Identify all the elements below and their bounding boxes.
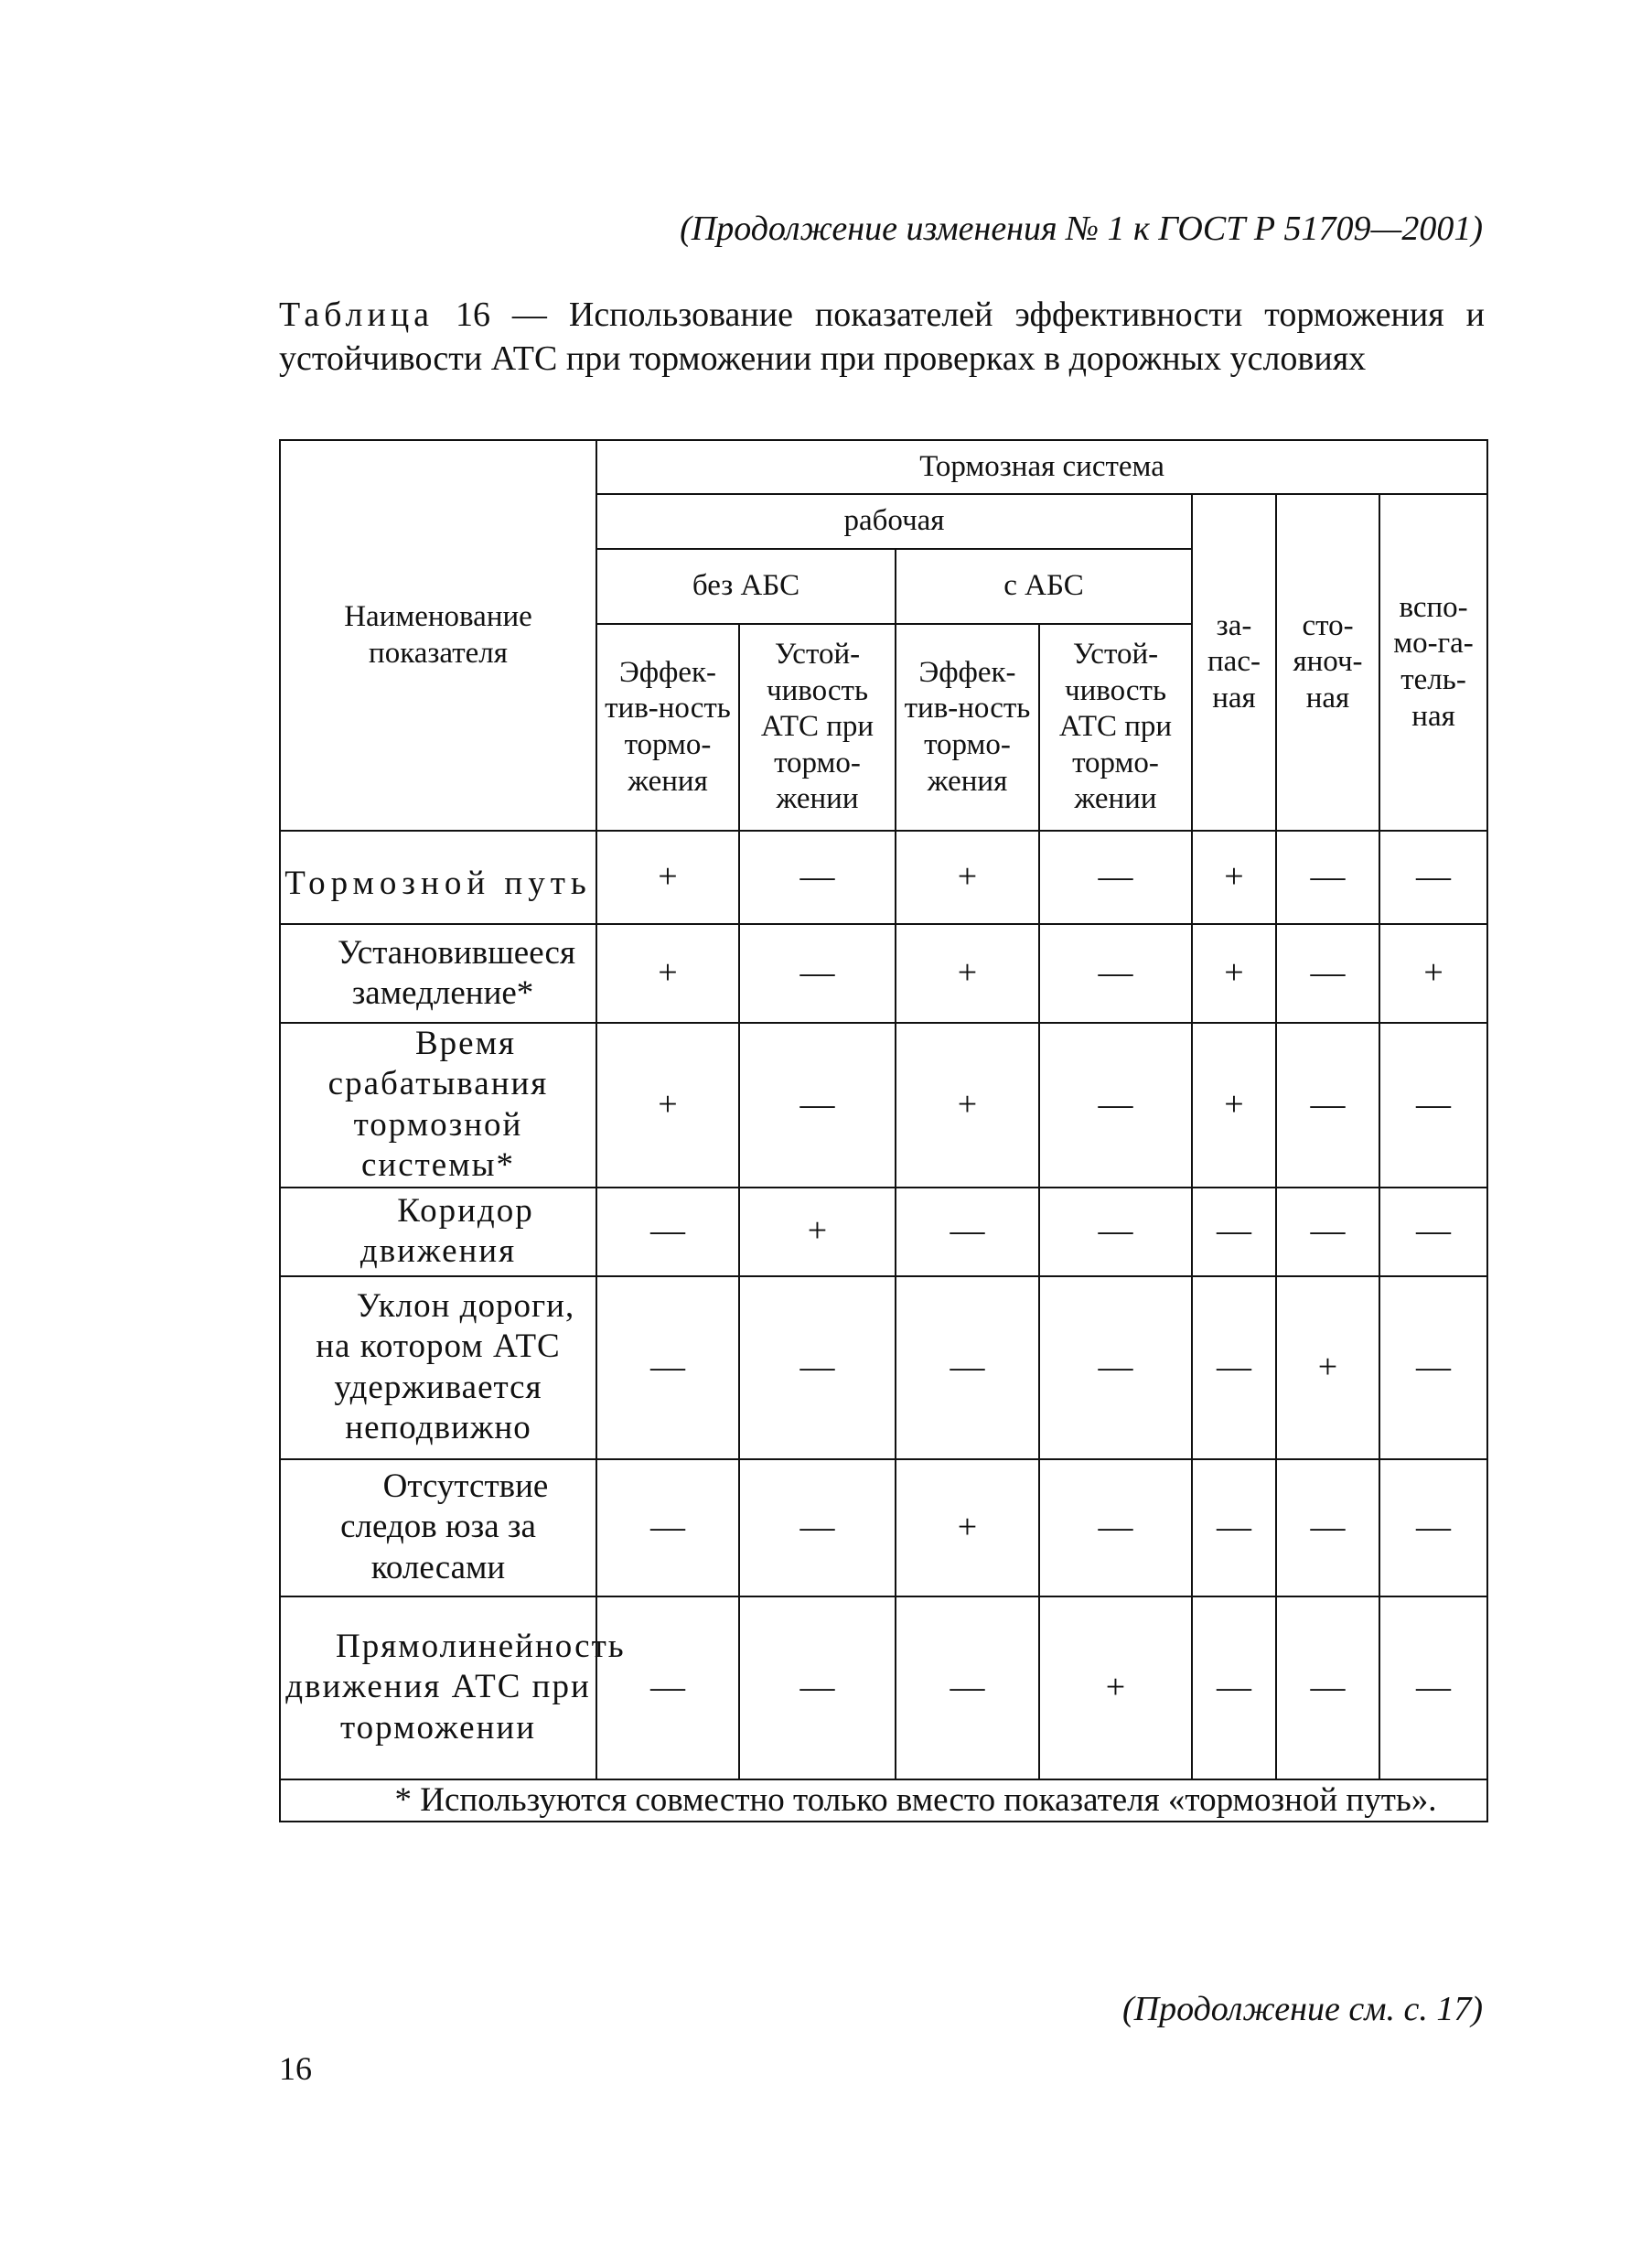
mark-cell: —	[596, 1276, 739, 1459]
mark-cell: —	[1379, 1023, 1487, 1188]
header-no-abs: без АБС	[596, 549, 896, 624]
mark-cell: —	[739, 1596, 896, 1779]
table-row	[280, 1596, 1487, 1779]
row-parameter-name: Время срабатывания тормозной системы*	[280, 1023, 596, 1188]
mark-cell: —	[1039, 1188, 1192, 1276]
table-row	[280, 924, 1487, 1023]
mark-cell: +	[596, 1023, 739, 1188]
mark-cell: +	[896, 924, 1039, 1023]
header-stability-with-abs: Устой-чивость АТС при тормо-жении	[1039, 624, 1192, 831]
continuation-header: (Продолжение изменения № 1 к ГОСТ Р 51709—2001)	[680, 210, 1483, 248]
mark-cell: —	[739, 1276, 896, 1459]
mark-cell: —	[1039, 924, 1192, 1023]
mark-cell: —	[596, 1596, 739, 1779]
mark-cell: +	[1379, 924, 1487, 1023]
row-parameter-name: Тормозной путь	[280, 831, 596, 924]
row-parameter-name: Коридор движения	[280, 1188, 596, 1276]
mark-cell: —	[1039, 1023, 1192, 1188]
header-with-abs: с АБС	[896, 549, 1192, 624]
row-parameter-name: Установившееся замедление*	[280, 924, 596, 1023]
header-brake-system: Тормозная система	[596, 440, 1487, 494]
mark-cell: +	[1192, 831, 1276, 924]
header-stability-no-abs: Устой-чивость АТС при тормо-жении	[739, 624, 896, 831]
mark-cell: +	[596, 924, 739, 1023]
mark-cell: —	[1276, 831, 1379, 924]
row-parameter-name: Прямолинейность движения АТС при торможении	[280, 1596, 596, 1779]
row-parameter-name: Уклон дороги, на котором АТС удерживается неподвижно	[280, 1276, 596, 1459]
mark-cell: —	[739, 831, 896, 924]
mark-cell: —	[1276, 1596, 1379, 1779]
brake-indicators-table	[279, 439, 1488, 1822]
header-reserve: за-пас-ная	[1192, 494, 1276, 831]
mark-cell: —	[1379, 1188, 1487, 1276]
table-footnote: * Используются совместно только вместо показателя «тормозной путь».	[280, 1779, 1487, 1822]
mark-cell: —	[1276, 924, 1379, 1023]
header-name-column: Наименование показателя	[280, 440, 596, 831]
table-row	[280, 1023, 1487, 1188]
mark-cell: —	[1039, 831, 1192, 924]
mark-cell: —	[896, 1596, 1039, 1779]
mark-cell: —	[1039, 1459, 1192, 1596]
mark-cell: +	[1039, 1596, 1192, 1779]
mark-cell: —	[1039, 1276, 1192, 1459]
mark-cell: —	[1276, 1459, 1379, 1596]
mark-cell: —	[896, 1188, 1039, 1276]
mark-cell: —	[1379, 1276, 1487, 1459]
mark-cell: —	[596, 1459, 739, 1596]
mark-cell: —	[1276, 1188, 1379, 1276]
mark-cell: —	[1192, 1276, 1276, 1459]
mark-cell: —	[739, 1459, 896, 1596]
table-row	[280, 831, 1487, 924]
continuation-footer: (Продолжение см. с. 17)	[1121, 1990, 1483, 2028]
table-row	[280, 1188, 1487, 1276]
mark-cell: —	[1192, 1596, 1276, 1779]
mark-cell: —	[739, 1023, 896, 1188]
mark-cell: —	[1379, 831, 1487, 924]
caption-text: 16 — Использование показателей эффективности торможения и устойчивости АТС при торможении при проверках в дорожных условиях	[279, 296, 1485, 378]
mark-cell: —	[1276, 1023, 1379, 1188]
header-efficiency-no-abs: Эффек-тив-ность тормо-жения	[596, 624, 739, 831]
mark-cell: —	[1192, 1459, 1276, 1596]
table-row	[280, 1276, 1487, 1459]
mark-cell: +	[1192, 1023, 1276, 1188]
header-efficiency-with-abs: Эффек-тив-ность тормо-жения	[896, 624, 1039, 831]
mark-cell: +	[896, 1459, 1039, 1596]
mark-cell: +	[1276, 1276, 1379, 1459]
row-parameter-name: Отсутствие следов юза за колесами	[280, 1459, 596, 1596]
mark-cell: —	[1379, 1596, 1487, 1779]
header-working: рабочая	[596, 494, 1192, 549]
header-auxiliary: вспо-мо-га-тель-ная	[1379, 494, 1487, 831]
mark-cell: —	[596, 1188, 739, 1276]
page-number: 16	[279, 2050, 312, 2087]
mark-cell: +	[739, 1188, 896, 1276]
mark-cell: +	[896, 1023, 1039, 1188]
mark-cell: —	[1192, 1188, 1276, 1276]
mark-cell: —	[739, 924, 896, 1023]
header-parking: сто-яноч-ная	[1276, 494, 1379, 831]
mark-cell: +	[596, 831, 739, 924]
mark-cell: +	[1192, 924, 1276, 1023]
mark-cell: —	[896, 1276, 1039, 1459]
mark-cell: —	[1379, 1459, 1487, 1596]
mark-cell: +	[896, 831, 1039, 924]
caption-label: Таблица	[279, 296, 435, 334]
table-caption	[279, 293, 1485, 381]
table-row	[280, 1459, 1487, 1596]
